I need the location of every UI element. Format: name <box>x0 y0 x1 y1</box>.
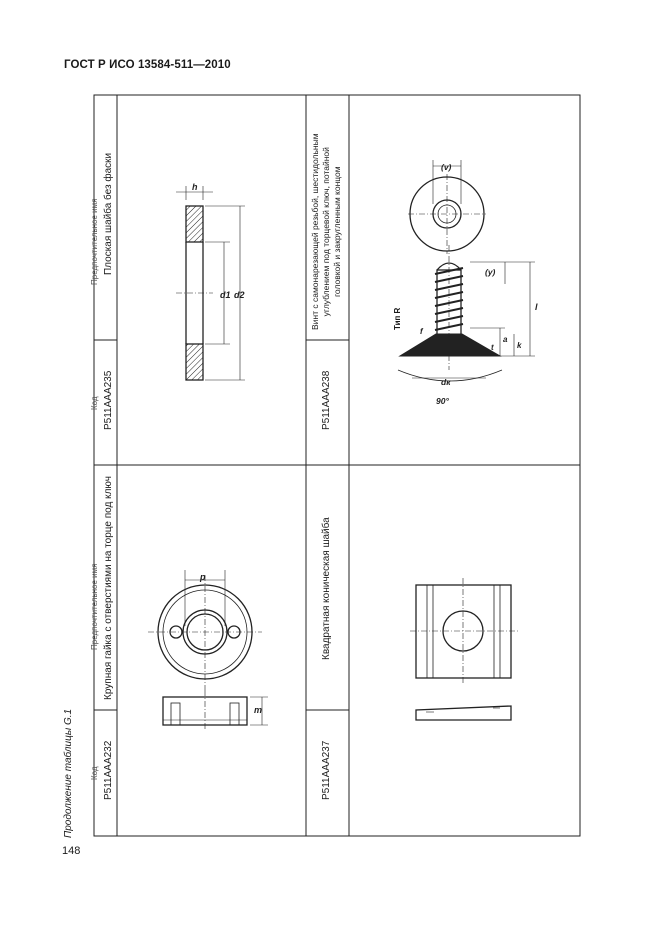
square-washer-drawing <box>410 578 520 720</box>
col-label-code-right: Код <box>90 396 99 410</box>
name-screw-line-2: углублением под торцевой ключ, потайной <box>321 147 331 317</box>
screw-dim-dk: dк <box>441 377 451 387</box>
screw-dim-t: t <box>491 343 494 352</box>
screw-end-view-drawing <box>408 160 486 254</box>
screw-dim-v: (v) <box>441 162 452 172</box>
flat-washer-section-drawing <box>176 186 245 380</box>
col-label-name-left: Предпочтительное имя <box>90 563 99 650</box>
screw-dim-f: f <box>420 327 423 336</box>
code-p511aaa238: P511AAA238 <box>321 370 332 430</box>
name-large-nut: Крупная гайка с отверстиями на торце под ключ <box>103 476 114 700</box>
screw-side-view-drawing <box>398 245 535 381</box>
washer-dim-d2: d2 <box>234 290 245 300</box>
name-screw-line-3: головкой и закругленным концом <box>332 166 342 298</box>
col-label-name-right: Предпочтительное имя <box>90 198 99 285</box>
col-label-code-left: Код <box>90 766 99 780</box>
nut-side-view-drawing <box>163 690 268 730</box>
screw-dim-l: l <box>535 302 538 312</box>
name-flat-washer: Плоская шайба без фаски <box>103 152 114 275</box>
code-p511aaa237: P511AAA237 <box>321 740 332 800</box>
code-p511aaa232: P511AAA232 <box>103 740 114 800</box>
screw-dim-angle: 90° <box>436 396 449 406</box>
washer-dim-d1: d1 <box>220 290 231 300</box>
screw-dim-y: (y) <box>485 267 496 277</box>
screw-dim-a: a <box>503 335 508 344</box>
nut-top-view-drawing <box>148 570 262 690</box>
screw-dim-k: k <box>517 341 522 350</box>
name-square-washer: Квадратная коническая шайба <box>321 517 332 660</box>
name-screw-line-1: Винт с самонарезающей резьбой, шестидольным <box>310 133 320 330</box>
code-p511aaa235: P511AAA235 <box>103 370 114 430</box>
document-header: ГОСТ Р ИСО 13584-511—2010 <box>64 59 231 71</box>
page-number: 148 <box>62 845 81 857</box>
table-caption: Продолжение таблицы G.1 <box>63 708 74 838</box>
nut-dim-m: m <box>254 705 263 715</box>
nut-dim-p: p <box>200 572 206 582</box>
washer-dim-h: h <box>192 182 198 192</box>
screw-type-label: Тип R <box>393 307 402 330</box>
